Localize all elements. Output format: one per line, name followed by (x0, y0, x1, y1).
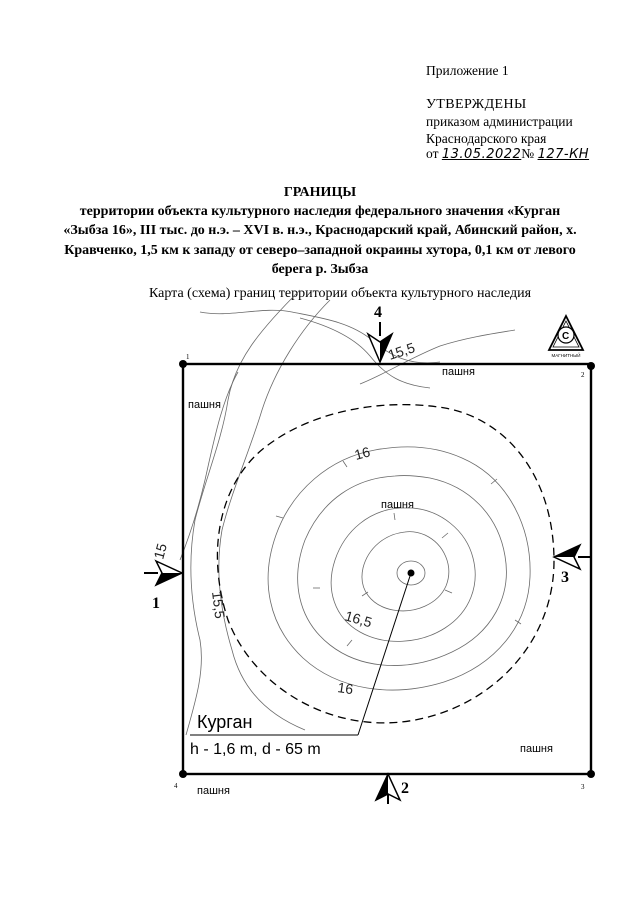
compass-north-glyph: C (562, 331, 570, 342)
contour-label-16-5: 16,5 (343, 607, 374, 631)
appendix-label: Приложение 1 (426, 63, 509, 78)
corner-point-1 (179, 360, 187, 368)
field-label-center: пашня (381, 499, 414, 511)
contour-label-15-5-left: 15,5 (209, 590, 229, 620)
summit-point (408, 570, 415, 577)
approved-by-line-2: Краснодарского края (426, 131, 547, 146)
view-number-1: 1 (152, 595, 160, 612)
survey-circle (217, 405, 554, 723)
order-date: 13.05.2022 (441, 147, 522, 162)
tick (347, 640, 352, 646)
contour-label-16-top: 16 (352, 443, 372, 463)
compass-caption: МАГНИТНЫЙ (551, 353, 581, 358)
tick (445, 590, 452, 593)
order-number-sign: № (521, 146, 535, 161)
contour-lines (180, 290, 530, 735)
field-label-bottom-left: пашня (197, 785, 230, 797)
title-heading: ГРАНИЦЫ (283, 185, 357, 200)
view-arrow-1 (144, 561, 182, 612)
field-label-top: пашня (442, 366, 475, 378)
order-prefix: от (426, 146, 439, 161)
contour-16 (268, 447, 530, 690)
corner-label-1: 1 (186, 353, 190, 361)
contour-label-15-5-top: 15,5 (385, 339, 417, 363)
tick (442, 533, 448, 538)
tick (276, 516, 283, 518)
title-body: территории объекта культурного наследия федерального значения «Курган «Зыбза 16», III тыс. до н.э. – XVI в. н.э., Краснодарский край, Абинский район, х. Кравченко, 1,5 км к западу от северо–западной окраины хутора, 0,1 км от левого берега р. Зыбза (63, 204, 577, 277)
field-label-left-top: пашня (188, 399, 221, 411)
corner-label-4: 4 (174, 782, 178, 790)
object-name: Курган (197, 712, 253, 732)
tick (343, 461, 347, 467)
order-number: 127-КН (537, 147, 590, 162)
view-number-3: 3 (561, 569, 569, 586)
tick (394, 513, 395, 520)
contour-16-5-inner (362, 532, 449, 611)
summit-leader-line (358, 573, 411, 735)
slope-ticks (276, 461, 521, 646)
corner-point-3 (587, 770, 595, 778)
view-number-2: 2 (401, 780, 409, 797)
north-compass (549, 316, 583, 358)
approved-by-line-1: приказом администрации (426, 114, 573, 129)
contour-label-15: 15 (150, 541, 170, 561)
view-arrow-2 (376, 774, 409, 804)
object-dimensions: h - 1,6 m, d - 65 m (190, 741, 321, 758)
approved-label: УТВЕРЖДЕНЫ (426, 97, 527, 112)
contour-label-16-bottom: 16 (336, 679, 355, 698)
corner-label-3: 3 (581, 783, 585, 791)
view-number-4: 4 (374, 304, 382, 321)
view-arrow-3 (554, 545, 592, 586)
corner-label-2: 2 (581, 371, 585, 379)
contour-15-5-top (360, 330, 515, 384)
map-caption: Карта (схема) границ территории объекта культурного наследия (148, 286, 532, 301)
corner-point-2 (587, 362, 595, 370)
field-label-bottom-right: пашня (520, 743, 553, 755)
contour-outer-left (186, 290, 300, 735)
corner-point-4 (179, 770, 187, 778)
